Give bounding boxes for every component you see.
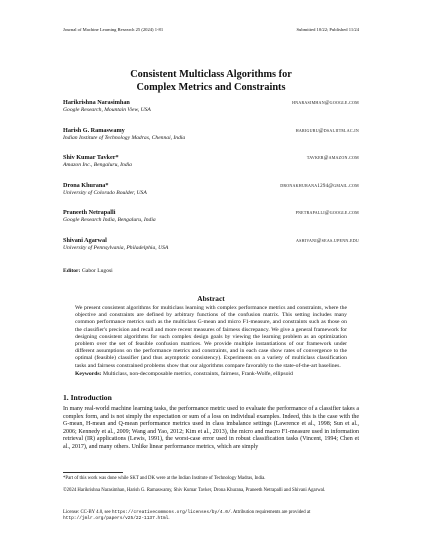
author-name: Praneeth Netrapalli <box>63 209 116 216</box>
paper-link[interactable]: http://jmlr.org/papers/v25/22-1137.html <box>63 516 169 521</box>
running-header <box>63 27 359 32</box>
submission-info: Submitted 10/22; Published 11/24 <box>296 27 359 32</box>
author-block <box>63 154 359 182</box>
paper-title <box>0 68 422 94</box>
author-block <box>63 237 359 265</box>
author-email[interactable]: hariguru@dsai.iitm.ac.in <box>295 128 359 134</box>
author-block <box>63 182 359 210</box>
author-block <box>63 209 359 237</box>
abstract-text: We present consistent algorithms for multiclass learning with complex performance metrics and constraints, where the objective and constraints are defined by arbitrary functions of the confusion matrix. This setting includes many common performance metrics such as the multiclass G-mean and micro F1-measure, and constraints such as those on the classifier's precision and recall and more recent measures of fairness discrepancy. We give a general framework for designing consistent algorithms for such complex design goals by viewing the learning problem as an optimization problem over the set of feasible confusion matrices. We provide multiple instantiations of our framework under different assumptions on the performance metrics and constraints, and in each case show rates of convergence to the optimal (feasible) classifier (and thus asymptotic consistency). Experiments on a variety of multiclass classification tasks and fairness constrained problems show that our algorithms compare favorably to the state-of-the-art baselines. <box>75 305 347 369</box>
copyright-notice: ©2024 Harikrishna Narasimhan, Harish G. Ramaswamy, Shiv Kumar Tavker, Drona Khurana, Praneeth Netrapalli and Shivani Agarwal. <box>63 488 326 493</box>
author-affiliation: Indian Institute of Technology Madras, Chennai, India <box>63 134 186 141</box>
author-name: Harish G. Ramaswamy <box>63 126 125 134</box>
author-list <box>63 99 359 264</box>
footnote: *Part of this work was done while SKT and DK were at the Indian Institute of Technology Madras, India. <box>63 476 266 481</box>
title-line-2: Complex Metrics and Constraints <box>136 82 286 93</box>
editor-label: Editor: <box>63 268 81 274</box>
author-email[interactable]: pnetrapalli@google.com <box>295 211 359 216</box>
keywords-line <box>75 371 347 378</box>
author-affiliation: University of Pennsylvania, Philadelphia, USA <box>63 244 169 251</box>
author-affiliation: Amazon Inc., Bengaluru, India <box>63 162 132 168</box>
author-affiliation: Google Research India, Bengaluru, India <box>63 217 156 223</box>
author-block <box>63 99 359 127</box>
author-block <box>63 127 359 155</box>
footnote-rule <box>63 472 123 473</box>
intro-paragraph: In many real-world machine learning tasks, the performance metric used to evaluate the performance of a classifier takes a complex form, and is not simply the expectation or sum of a loss on individual examples. Indeed, this is the case with the G-mean, H-mean and Q-mean performance metrics used in class imbalance settings (Lawrence et al., 1998; Sun et al., 2006; Kennedy et al., 2009; Wang and Yao, 2012; Kim et al., 2013), the micro and macro F1-measure used in information retrieval (IR) applications (Lewis, 1991), the worst-case error used in robust classification tasks (Vincent, 1994; Chen et al., 2017), and many others. Unlike linear performance metrics, which are simply <box>63 406 359 450</box>
journal-info: Journal of Machine Learning Research 25 (2024) 1-81 <box>63 27 164 32</box>
author-name: Shivani Agarwal <box>63 236 107 244</box>
author-affiliation: University of Colorado Boulder, USA <box>63 189 147 196</box>
abstract-heading: Abstract <box>197 294 225 303</box>
editor-name: Gabor Lugosi <box>81 268 113 274</box>
license-prefix: License: CC-BY 4.0, see <box>63 510 112 515</box>
license-link[interactable]: https://creativecommons.org/licenses/by/4.0/ <box>111 510 231 515</box>
author-name: Drona Khurana* <box>63 181 109 189</box>
license-notice <box>63 510 359 522</box>
author-name: Shiv Kumar Tavker* <box>63 154 119 161</box>
author-email[interactable]: dronakhurana1294@gmail.com <box>280 183 359 189</box>
license-middle: . Attribution requirements are provided at <box>230 510 311 515</box>
editor-line <box>63 268 113 274</box>
author-email[interactable]: hnarasimhan@google.com <box>292 101 359 106</box>
keywords-label: Keywords: <box>75 371 102 377</box>
author-name: Harikrishna Narasimhan <box>63 99 130 106</box>
author-email[interactable]: ashivani@seas.upenn.edu <box>295 238 359 244</box>
author-email[interactable]: tavker@amazon.com <box>306 156 359 161</box>
keywords-text: Multiclass, non-decomposable metrics, constraints, fairness, Frank-Wolfe, ellipsoid <box>102 371 293 377</box>
license-suffix: . <box>168 516 170 521</box>
title-line-1: Consistent Multiclass Algorithms for <box>130 69 292 80</box>
author-affiliation: Google Research, Mountain View, USA <box>63 107 151 113</box>
section-heading: 1. Introduction <box>63 393 112 402</box>
